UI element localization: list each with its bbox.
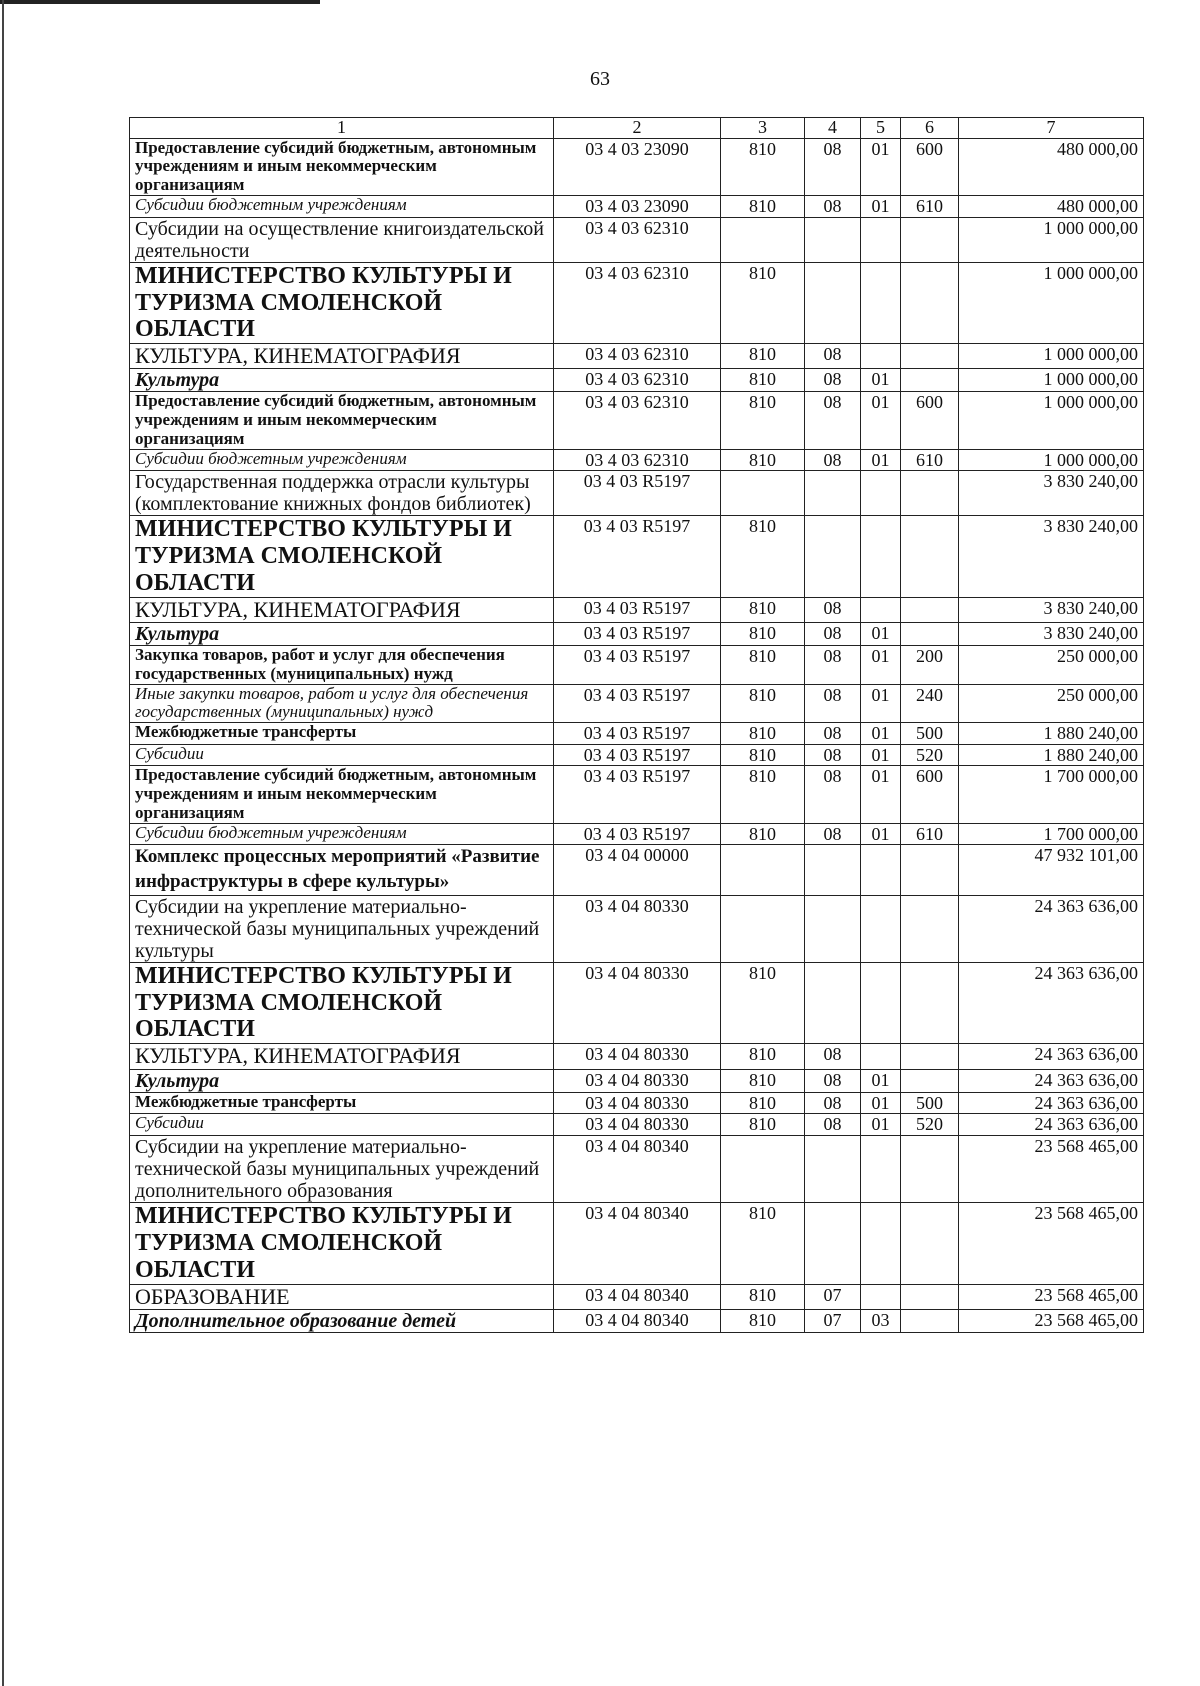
row-col4-cell: 08 [805, 449, 861, 471]
header-cell-6: 6 [901, 118, 959, 139]
row-code-cell: 03 4 03 R5197 [554, 646, 721, 684]
row-col5-cell [861, 262, 901, 344]
table-row [130, 1284, 1144, 1309]
row-col4-cell: 08 [805, 722, 861, 744]
table-row [130, 684, 1144, 722]
row-name-cell: МИНИСТЕРСТВО КУЛЬТУРЫ И ТУРИЗМА СМОЛЕНСКОЙ ОБЛАСТИ [130, 962, 554, 1044]
row-name-cell: Субсидии [130, 744, 554, 766]
row-amount-cell: 1 880 240,00 [959, 744, 1144, 766]
table-row [130, 597, 1144, 622]
row-amount-cell: 23 568 465,00 [959, 1136, 1144, 1203]
scan-edge-top [0, 0, 320, 4]
table-row [130, 1044, 1144, 1069]
table-row [130, 1092, 1144, 1114]
row-code-cell: 03 4 04 80330 [554, 1092, 721, 1114]
row-col6-cell [901, 962, 959, 1044]
table-row [130, 1309, 1144, 1332]
row-name-cell: Субсидии бюджетным учреждениям [130, 449, 554, 471]
row-col5-cell [861, 1044, 901, 1069]
row-amount-cell: 1 000 000,00 [959, 449, 1144, 471]
row-amount-cell: 23 568 465,00 [959, 1203, 1144, 1285]
row-code-cell: 03 4 03 R5197 [554, 597, 721, 622]
row-col3-cell: 810 [721, 138, 805, 195]
row-name-cell: Комплекс процессных мероприятий «Развитие инфраструктуры в сфере культуры» [130, 845, 554, 895]
row-code-cell: 03 4 03 62310 [554, 217, 721, 262]
table-row [130, 516, 1144, 598]
row-amount-cell: 3 830 240,00 [959, 597, 1144, 622]
row-col6-cell [901, 1044, 959, 1069]
row-col5-cell: 01 [861, 823, 901, 845]
table-row [130, 1203, 1144, 1285]
row-col5-cell [861, 962, 901, 1044]
row-col6-cell: 520 [901, 744, 959, 766]
row-name-cell: Межбюджетные трансферты [130, 1092, 554, 1114]
row-name-cell: ОБРАЗОВАНИЕ [130, 1284, 554, 1309]
row-code-cell: 03 4 04 80340 [554, 1309, 721, 1332]
row-col5-cell: 01 [861, 369, 901, 392]
table-row [130, 344, 1144, 369]
table-row [130, 138, 1144, 195]
row-amount-cell: 24 363 636,00 [959, 895, 1144, 962]
row-amount-cell: 480 000,00 [959, 138, 1144, 195]
row-col5-cell: 01 [861, 684, 901, 722]
row-col5-cell [861, 1284, 901, 1309]
row-col4-cell [805, 471, 861, 516]
row-col3-cell: 810 [721, 684, 805, 722]
row-col6-cell: 610 [901, 823, 959, 845]
row-code-cell: 03 4 04 00000 [554, 845, 721, 895]
row-col3-cell: 810 [721, 1114, 805, 1136]
row-col6-cell [901, 845, 959, 895]
row-amount-cell: 47 932 101,00 [959, 845, 1144, 895]
row-col4-cell: 08 [805, 1044, 861, 1069]
row-col3-cell: 810 [721, 744, 805, 766]
row-name-cell: МИНИСТЕРСТВО КУЛЬТУРЫ И ТУРИЗМА СМОЛЕНСКОЙ ОБЛАСТИ [130, 1203, 554, 1285]
row-col4-cell: 08 [805, 766, 861, 823]
row-col6-cell [901, 1284, 959, 1309]
table-row [130, 744, 1144, 766]
row-col6-cell [901, 1203, 959, 1285]
row-col5-cell [861, 344, 901, 369]
row-name-cell: Культура [130, 1069, 554, 1092]
row-col6-cell [901, 623, 959, 646]
row-name-cell: Предоставление субсидий бюджетным, автономным учреждениям и иным некоммерческим организациям [130, 766, 554, 823]
row-amount-cell: 480 000,00 [959, 195, 1144, 217]
row-code-cell: 03 4 03 62310 [554, 369, 721, 392]
row-col4-cell: 08 [805, 1114, 861, 1136]
row-code-cell: 03 4 03 62310 [554, 449, 721, 471]
row-col3-cell: 810 [721, 766, 805, 823]
table-body [130, 118, 1144, 1333]
row-code-cell: 03 4 03 R5197 [554, 722, 721, 744]
row-amount-cell: 1 000 000,00 [959, 392, 1144, 449]
header-cell-7: 7 [959, 118, 1144, 139]
row-code-cell: 03 4 03 R5197 [554, 684, 721, 722]
row-col5-cell: 03 [861, 1309, 901, 1332]
table-row [130, 1114, 1144, 1136]
row-col3-cell: 810 [721, 195, 805, 217]
row-code-cell: 03 4 03 R5197 [554, 744, 721, 766]
row-col5-cell: 01 [861, 1069, 901, 1092]
row-amount-cell: 1 000 000,00 [959, 262, 1144, 344]
row-col6-cell: 610 [901, 195, 959, 217]
table-row [130, 962, 1144, 1044]
row-col3-cell: 810 [721, 646, 805, 684]
row-col3-cell: 810 [721, 1092, 805, 1114]
row-col4-cell [805, 895, 861, 962]
row-amount-cell: 24 363 636,00 [959, 1069, 1144, 1092]
row-code-cell: 03 4 03 R5197 [554, 471, 721, 516]
row-name-cell: Межбюджетные трансферты [130, 722, 554, 744]
row-col5-cell: 01 [861, 722, 901, 744]
header-cell-1: 1 [130, 118, 554, 139]
page-number: 63 [590, 68, 610, 90]
row-col6-cell: 500 [901, 722, 959, 744]
row-col6-cell [901, 217, 959, 262]
row-code-cell: 03 4 03 62310 [554, 344, 721, 369]
row-col3-cell [721, 895, 805, 962]
row-col5-cell: 01 [861, 646, 901, 684]
row-col3-cell: 810 [721, 1284, 805, 1309]
row-amount-cell: 24 363 636,00 [959, 1114, 1144, 1136]
table-row [130, 262, 1144, 344]
row-col5-cell: 01 [861, 744, 901, 766]
row-code-cell: 03 4 03 62310 [554, 392, 721, 449]
row-col3-cell: 810 [721, 449, 805, 471]
row-col3-cell: 810 [721, 623, 805, 646]
table-row [130, 845, 1144, 895]
scan-edge-left [2, 0, 4, 1686]
row-col5-cell [861, 845, 901, 895]
row-col3-cell: 810 [721, 344, 805, 369]
row-code-cell: 03 4 04 80330 [554, 895, 721, 962]
row-col6-cell [901, 344, 959, 369]
row-name-cell: Государственная поддержка отрасли культуры (комплектование книжных фондов библиотек) [130, 471, 554, 516]
table-row [130, 823, 1144, 845]
header-cell-2: 2 [554, 118, 721, 139]
row-col4-cell: 08 [805, 344, 861, 369]
row-col5-cell [861, 217, 901, 262]
row-col3-cell [721, 217, 805, 262]
row-col3-cell [721, 1136, 805, 1203]
table-header-row [130, 118, 1144, 139]
row-col6-cell [901, 471, 959, 516]
row-code-cell: 03 4 04 80330 [554, 1044, 721, 1069]
row-amount-cell: 3 830 240,00 [959, 471, 1144, 516]
row-amount-cell: 1 700 000,00 [959, 766, 1144, 823]
table-row [130, 722, 1144, 744]
row-col6-cell [901, 262, 959, 344]
row-col4-cell: 08 [805, 646, 861, 684]
row-name-cell: Субсидии на осуществление книгоиздательской деятельности [130, 217, 554, 262]
row-col4-cell [805, 516, 861, 598]
row-col4-cell: 08 [805, 623, 861, 646]
row-amount-cell: 1 000 000,00 [959, 217, 1144, 262]
row-code-cell: 03 4 03 R5197 [554, 623, 721, 646]
row-col5-cell: 01 [861, 392, 901, 449]
row-code-cell: 03 4 03 R5197 [554, 516, 721, 598]
row-code-cell: 03 4 03 R5197 [554, 823, 721, 845]
row-col4-cell: 08 [805, 684, 861, 722]
row-amount-cell: 23 568 465,00 [959, 1284, 1144, 1309]
row-col6-cell: 600 [901, 392, 959, 449]
row-name-cell: Субсидии бюджетным учреждениям [130, 823, 554, 845]
table-row [130, 766, 1144, 823]
row-col3-cell: 810 [721, 516, 805, 598]
row-code-cell: 03 4 03 62310 [554, 262, 721, 344]
row-col4-cell [805, 962, 861, 1044]
row-name-cell: Субсидии на укрепление материально-технической базы муниципальных учреждений культуры [130, 895, 554, 962]
row-col6-cell [901, 1136, 959, 1203]
row-col3-cell: 810 [721, 597, 805, 622]
row-col6-cell: 500 [901, 1092, 959, 1114]
row-amount-cell: 24 363 636,00 [959, 1044, 1144, 1069]
row-col6-cell: 610 [901, 449, 959, 471]
row-name-cell: Культура [130, 369, 554, 392]
table-row [130, 195, 1144, 217]
row-amount-cell: 24 363 636,00 [959, 1092, 1144, 1114]
row-code-cell: 03 4 04 80340 [554, 1136, 721, 1203]
row-amount-cell: 3 830 240,00 [959, 623, 1144, 646]
row-col5-cell [861, 516, 901, 598]
row-code-cell: 03 4 04 80340 [554, 1203, 721, 1285]
row-col4-cell: 08 [805, 195, 861, 217]
row-col4-cell: 08 [805, 1069, 861, 1092]
header-cell-3: 3 [721, 118, 805, 139]
row-name-cell: МИНИСТЕРСТВО КУЛЬТУРЫ И ТУРИЗМА СМОЛЕНСКОЙ ОБЛАСТИ [130, 262, 554, 344]
row-name-cell: Субсидии [130, 1114, 554, 1136]
row-name-cell: Предоставление субсидий бюджетным, автономным учреждениям и иным некоммерческим организациям [130, 138, 554, 195]
budget-table [129, 117, 1144, 1333]
row-col6-cell: 200 [901, 646, 959, 684]
row-col5-cell: 01 [861, 449, 901, 471]
row-col5-cell: 01 [861, 138, 901, 195]
row-name-cell: МИНИСТЕРСТВО КУЛЬТУРЫ И ТУРИЗМА СМОЛЕНСКОЙ ОБЛАСТИ [130, 516, 554, 598]
row-col6-cell [901, 516, 959, 598]
row-code-cell: 03 4 04 80330 [554, 962, 721, 1044]
row-amount-cell: 24 363 636,00 [959, 962, 1144, 1044]
row-col4-cell [805, 217, 861, 262]
table-row [130, 471, 1144, 516]
row-amount-cell: 1 700 000,00 [959, 823, 1144, 845]
row-col5-cell [861, 1136, 901, 1203]
row-col3-cell: 810 [721, 823, 805, 845]
table-row [130, 217, 1144, 262]
table-row [130, 895, 1144, 962]
row-amount-cell: 1 880 240,00 [959, 722, 1144, 744]
header-cell-5: 5 [861, 118, 901, 139]
table-row [130, 1069, 1144, 1092]
table-row [130, 449, 1144, 471]
row-col6-cell [901, 895, 959, 962]
row-name-cell: Иные закупки товаров, работ и услуг для обеспечения государственных (муниципальных) нужд [130, 684, 554, 722]
table-row [130, 646, 1144, 684]
row-col5-cell: 01 [861, 623, 901, 646]
row-col3-cell [721, 471, 805, 516]
row-amount-cell: 1 000 000,00 [959, 369, 1144, 392]
row-col3-cell: 810 [721, 962, 805, 1044]
row-col6-cell [901, 1309, 959, 1332]
row-col4-cell: 08 [805, 744, 861, 766]
row-amount-cell: 1 000 000,00 [959, 344, 1144, 369]
row-name-cell: КУЛЬТУРА, КИНЕМАТОГРАФИЯ [130, 597, 554, 622]
row-col6-cell: 600 [901, 766, 959, 823]
row-col5-cell: 01 [861, 195, 901, 217]
row-col4-cell: 07 [805, 1309, 861, 1332]
row-col3-cell: 810 [721, 262, 805, 344]
row-col6-cell: 240 [901, 684, 959, 722]
row-col4-cell: 08 [805, 392, 861, 449]
row-col3-cell: 810 [721, 1069, 805, 1092]
row-name-cell: Культура [130, 623, 554, 646]
row-name-cell: КУЛЬТУРА, КИНЕМАТОГРАФИЯ [130, 344, 554, 369]
row-col4-cell [805, 1136, 861, 1203]
row-name-cell: Субсидии бюджетным учреждениям [130, 195, 554, 217]
row-col5-cell: 01 [861, 1092, 901, 1114]
row-amount-cell: 3 830 240,00 [959, 516, 1144, 598]
row-code-cell: 03 4 03 23090 [554, 138, 721, 195]
row-col4-cell [805, 1203, 861, 1285]
table-row [130, 623, 1144, 646]
row-code-cell: 03 4 03 R5197 [554, 766, 721, 823]
row-name-cell: Дополнительное образование детей [130, 1309, 554, 1332]
row-code-cell: 03 4 04 80340 [554, 1284, 721, 1309]
row-col6-cell: 600 [901, 138, 959, 195]
row-col5-cell: 01 [861, 1114, 901, 1136]
row-code-cell: 03 4 04 80330 [554, 1114, 721, 1136]
row-col3-cell: 810 [721, 1309, 805, 1332]
row-col4-cell: 08 [805, 597, 861, 622]
row-col6-cell: 520 [901, 1114, 959, 1136]
row-col3-cell: 810 [721, 369, 805, 392]
row-col5-cell [861, 597, 901, 622]
row-col3-cell: 810 [721, 392, 805, 449]
row-col3-cell [721, 845, 805, 895]
row-col6-cell [901, 369, 959, 392]
table-row [130, 392, 1144, 449]
row-col6-cell [901, 597, 959, 622]
row-name-cell: Предоставление субсидий бюджетным, автономным учреждениям и иным некоммерческим организациям [130, 392, 554, 449]
row-col5-cell [861, 471, 901, 516]
row-col5-cell: 01 [861, 766, 901, 823]
row-col3-cell: 810 [721, 1203, 805, 1285]
table-row [130, 369, 1144, 392]
row-col4-cell: 08 [805, 369, 861, 392]
header-cell-4: 4 [805, 118, 861, 139]
row-col5-cell [861, 895, 901, 962]
row-amount-cell: 23 568 465,00 [959, 1309, 1144, 1332]
table-row [130, 1136, 1144, 1203]
row-code-cell: 03 4 03 23090 [554, 195, 721, 217]
row-col4-cell: 08 [805, 1092, 861, 1114]
row-col4-cell [805, 845, 861, 895]
row-col3-cell: 810 [721, 722, 805, 744]
row-col4-cell: 07 [805, 1284, 861, 1309]
row-col3-cell: 810 [721, 1044, 805, 1069]
row-amount-cell: 250 000,00 [959, 646, 1144, 684]
row-col4-cell: 08 [805, 823, 861, 845]
row-col4-cell: 08 [805, 138, 861, 195]
row-name-cell: Субсидии на укрепление материально-технической базы муниципальных учреждений дополнительного образования [130, 1136, 554, 1203]
row-col5-cell [861, 1203, 901, 1285]
row-name-cell: Закупка товаров, работ и услуг для обеспечения государственных (муниципальных) нужд [130, 646, 554, 684]
row-name-cell: КУЛЬТУРА, КИНЕМАТОГРАФИЯ [130, 1044, 554, 1069]
row-amount-cell: 250 000,00 [959, 684, 1144, 722]
row-code-cell: 03 4 04 80330 [554, 1069, 721, 1092]
row-col6-cell [901, 1069, 959, 1092]
row-col4-cell [805, 262, 861, 344]
